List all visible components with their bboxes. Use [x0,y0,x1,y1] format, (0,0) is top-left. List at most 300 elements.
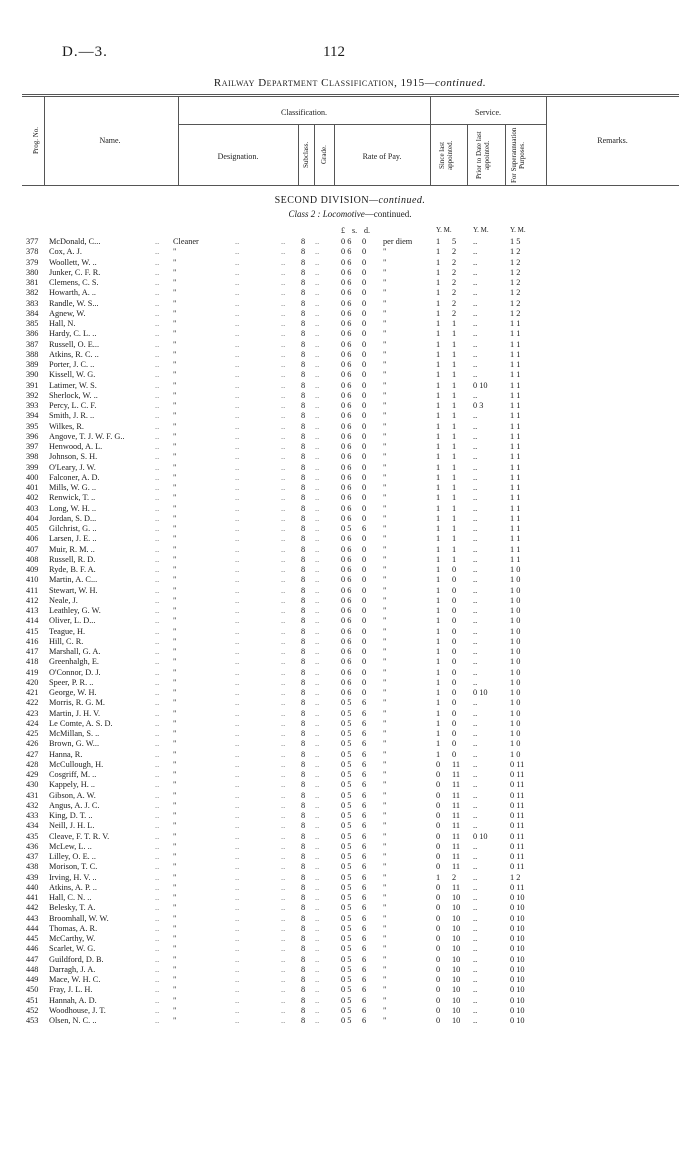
leader-dots: .. [155,872,160,882]
leader-dots: .. [235,544,240,554]
staff-name: Muir, R. M. .. [49,544,95,554]
rate-pence: 0 [362,339,367,349]
prog-number: 408 [26,554,39,564]
rate-pence: 0 [362,380,367,390]
rate-pence: 0 [362,298,367,308]
col-service: Service. [475,108,501,117]
staff-name: Hanna, R. [49,749,83,759]
leader-dots: .. [315,893,320,902]
staff-name: Kissell, W. G. [49,370,96,380]
subclass: 8 [301,360,306,369]
prior-service: .. [473,237,478,246]
since-years: 0 [436,964,441,974]
rate-period: " [383,421,387,431]
designation: " [173,247,177,257]
rate-period: " [383,298,387,308]
leader-dots: .. [155,524,160,533]
since-months: 0 [452,616,457,626]
prog-number: 398 [26,452,39,462]
rate-pence: 6 [362,831,367,841]
leader-dots: .. [281,698,286,708]
leader-dots: .. [235,626,240,636]
leader-dots: .. [155,288,160,298]
rate-pounds-shillings: 0 5 [341,1016,352,1025]
rate-period: " [383,1016,387,1025]
prior-service: .. [473,360,478,369]
rate-pence: 6 [362,903,367,913]
rate-pounds-shillings: 0 6 [341,534,352,544]
prior-service: .. [473,729,478,738]
since-years: 1 [436,360,441,369]
leader-dots: .. [315,749,320,759]
leader-dots: .. [315,780,320,790]
leader-dots: .. [315,390,320,400]
leader-dots: .. [155,370,160,380]
class-heading [0,209,700,219]
superannuation-service: 1 1 [510,472,521,482]
leader-dots: .. [315,770,320,779]
staff-name: Agnew, W. [49,308,86,318]
designation: " [173,718,177,728]
leader-dots: .. [235,975,240,984]
leader-dots: .. [281,934,286,943]
prior-service: .. [473,421,478,431]
superannuation-service: 1 1 [510,544,521,554]
since-years: 0 [436,954,441,964]
title-main: Railway Department Classification, 1915 [213,77,425,89]
leader-dots: .. [281,657,286,667]
leader-dots: .. [315,534,320,544]
leader-dots: .. [155,903,160,913]
since-months: 0 [452,575,457,585]
prior-service: .. [473,308,478,318]
leader-dots: .. [281,288,286,298]
prog-number: 399 [26,462,39,472]
designation: " [173,708,177,718]
table-row [0,575,700,585]
prog-number: 419 [26,667,39,677]
rate-pounds-shillings: 0 5 [341,944,352,954]
leader-dots: .. [281,565,286,574]
leader-dots: .. [235,390,240,400]
rate-period: " [383,975,387,984]
table-row [0,493,700,503]
table-row [0,319,700,329]
designation: " [173,790,177,800]
superannuation-service: 1 1 [510,524,521,533]
prior-service: .. [473,923,478,933]
since-years: 1 [436,493,441,503]
since-months: 1 [452,462,457,472]
rate-pounds-shillings: 0 6 [341,626,352,636]
rate-pounds-shillings: 0 6 [341,657,352,667]
leader-dots: .. [155,257,160,267]
leader-dots: .. [235,759,240,769]
staff-name: Scarlet, W. G. [49,944,96,954]
subclass: 8 [301,267,306,277]
leader-dots: .. [235,903,240,913]
subclass: 8 [301,544,306,554]
staff-name: Porter, J. C. .. [49,360,95,369]
superannuation-service: 1 1 [510,452,521,462]
subclass: 8 [301,1005,306,1015]
prior-service: .. [473,462,478,472]
leader-dots: .. [315,524,320,533]
subclass: 8 [301,923,306,933]
staff-name: Hill, C. R. [49,636,84,646]
designation: " [173,636,177,646]
since-months: 2 [452,257,457,267]
prog-number: 407 [26,544,39,554]
rate-period: " [383,431,387,441]
rate-pence: 0 [362,442,367,451]
prog-number: 438 [26,862,39,872]
designation: " [173,257,177,267]
prior-service: .. [473,934,478,943]
designation: " [173,862,177,872]
col-superannuation: For Superannuation Purposes. [510,127,526,183]
superannuation-service: 1 1 [510,411,521,421]
prog-number: 431 [26,790,39,800]
leader-dots: .. [235,534,240,544]
subclass: 8 [301,995,306,1005]
prior-service: .. [473,472,478,482]
rate-pence: 0 [362,606,367,615]
leader-dots: .. [315,288,320,298]
subclass: 8 [301,370,306,380]
leader-dots: .. [155,329,160,339]
rate-pounds-shillings: 0 6 [341,442,352,451]
leader-dots: .. [235,821,240,831]
leader-dots: .. [315,698,320,708]
rate-pounds-shillings: 0 5 [341,718,352,728]
leader-dots: .. [155,821,160,831]
leader-dots: .. [155,595,160,605]
prior-service: .. [473,667,478,677]
table-row [0,852,700,862]
staff-name: Le Comte, A. S. D. [49,718,113,728]
rate-pounds-shillings: 0 5 [341,831,352,841]
division-heading [0,195,700,206]
subclass: 8 [301,606,306,615]
superannuation-service: 0 10 [510,903,525,913]
prog-number: 428 [26,759,39,769]
since-months: 0 [452,636,457,646]
rate-pence: 0 [362,544,367,554]
staff-name: Latimer, W. S. [49,380,97,390]
leader-dots: .. [315,421,320,431]
rate-pounds-shillings: 0 6 [341,585,352,595]
leader-dots: .. [315,882,320,892]
leader-dots: .. [315,841,320,851]
subclass: 8 [301,698,306,708]
table-row [0,258,700,268]
leader-dots: .. [281,893,286,902]
prog-number: 416 [26,636,39,646]
leader-dots: .. [281,882,286,892]
since-years: 1 [436,431,441,441]
subclass: 8 [301,759,306,769]
since-years: 1 [436,442,441,451]
rate-pence: 6 [362,841,367,851]
leader-dots: .. [315,811,320,820]
leader-dots: .. [315,1005,320,1015]
table-row [0,862,700,872]
since-months: 2 [452,247,457,257]
designation: " [173,452,177,462]
leader-dots: .. [155,1005,160,1015]
designation: " [173,934,177,943]
superannuation-service: 1 1 [510,503,521,513]
designation: " [173,288,177,298]
staff-name: George, W. H. [49,688,97,697]
rate-pounds-shillings: 0 6 [341,360,352,369]
superannuation-service: 1 1 [510,534,521,544]
leader-dots: .. [235,503,240,513]
leader-dots: .. [315,944,320,954]
prior-service: .. [473,370,478,380]
since-years: 1 [436,390,441,400]
rate-pence: 0 [362,257,367,267]
superannuation-service: 1 0 [510,698,521,708]
prior-service: .. [473,349,478,359]
superannuation-service: 1 1 [510,442,521,451]
leader-dots: .. [281,237,286,246]
designation: " [173,657,177,667]
rate-period: " [383,606,387,615]
superannuation-service: 1 1 [510,370,521,380]
rate-period: " [383,575,387,585]
leader-dots: .. [281,729,286,738]
leader-dots: .. [155,319,160,328]
leader-dots: .. [155,308,160,318]
leader-dots: .. [281,493,286,503]
leader-dots: .. [235,493,240,503]
designation: " [173,872,177,882]
designation: " [173,585,177,595]
since-months: 11 [452,780,460,790]
rate-pounds-shillings: 0 5 [341,749,352,759]
since-years: 0 [436,862,441,872]
rate-period: " [383,401,387,410]
prior-service: .. [473,780,478,790]
leader-dots: .. [235,729,240,738]
since-years: 1 [436,554,441,564]
table-row [0,627,700,637]
subclass: 8 [301,954,306,964]
table-row [0,565,700,575]
since-years: 0 [436,1016,441,1025]
superannuation-service: 1 0 [510,636,521,646]
designation: " [173,893,177,902]
since-months: 1 [452,493,457,503]
unit-super: Y. M. [510,226,526,234]
rate-pounds-shillings: 0 6 [341,544,352,554]
table-row [0,985,700,995]
leader-dots: .. [281,821,286,831]
since-months: 10 [452,1005,461,1015]
staff-name: Olsen, N. C. .. [49,1016,97,1025]
rate-pounds-shillings: 0 5 [341,800,352,810]
rate-pence: 0 [362,636,367,646]
staff-name: Gilchrist, G. .. [49,524,97,533]
designation: " [173,431,177,441]
rate-pounds-shillings: 0 5 [341,852,352,861]
subclass: 8 [301,442,306,451]
since-months: 10 [452,975,461,984]
superannuation-service: 1 0 [510,647,521,656]
leader-dots: .. [155,442,160,451]
rate-period: " [383,903,387,913]
rate-pounds-shillings: 0 5 [341,913,352,923]
staff-name: Hardy, C. L. .. [49,329,97,339]
superannuation-service: 0 10 [510,923,525,933]
since-months: 10 [452,985,461,995]
rate-pence: 6 [362,923,367,933]
rate-period: " [383,360,387,369]
superannuation-service: 1 0 [510,616,521,626]
subclass: 8 [301,657,306,667]
staff-name: Gibson, A. W. [49,790,96,800]
leader-dots: .. [281,278,286,287]
table-row [0,883,700,893]
rate-period: " [383,964,387,974]
designation: " [173,380,177,390]
leader-dots: .. [155,421,160,431]
prior-service: .. [473,975,478,984]
leader-dots: .. [281,247,286,257]
since-years: 1 [436,421,441,431]
since-months: 11 [452,800,460,810]
rate-pence: 0 [362,677,367,687]
unit-pounds: £ [341,226,345,235]
since-months: 1 [452,483,457,492]
rate-period: " [383,985,387,995]
since-months: 10 [452,1016,461,1025]
rate-period: " [383,862,387,872]
staff-name: Russell, O. E... [49,339,100,349]
rate-period: " [383,319,387,328]
staff-name: O'Connor, D. J. [49,667,101,677]
table-row [0,842,700,852]
leader-dots: .. [235,739,240,749]
leader-dots: .. [235,790,240,800]
rate-period: " [383,882,387,892]
superannuation-service: 1 0 [510,729,521,738]
staff-name: Martin, J. H. V. [49,708,101,718]
leader-dots: .. [235,636,240,646]
table-row [0,606,700,616]
leader-dots: .. [315,595,320,605]
since-years: 1 [436,667,441,677]
prior-service: .. [473,718,478,728]
staff-name: Renwick, T. .. [49,493,96,503]
rate-pounds-shillings: 0 6 [341,329,352,339]
prior-service: .. [473,544,478,554]
rate-pounds-shillings: 0 6 [341,339,352,349]
leader-dots: .. [315,616,320,626]
staff-name: McCullough, H. [49,759,104,769]
subclass: 8 [301,411,306,421]
rate-period: " [383,411,387,421]
rate-period: " [383,349,387,359]
leader-dots: .. [235,985,240,995]
designation: " [173,759,177,769]
prog-number: 389 [26,360,39,369]
designation: " [173,800,177,810]
leader-dots: .. [235,524,240,533]
prior-service: .. [473,1005,478,1015]
rate-pounds-shillings: 0 6 [341,390,352,400]
rate-pence: 0 [362,462,367,472]
col-grade: Grade. [320,145,328,165]
subclass: 8 [301,421,306,431]
prog-number: 448 [26,964,39,974]
superannuation-service: 1 1 [510,349,521,359]
leader-dots: .. [315,606,320,615]
leader-dots: .. [235,401,240,410]
staff-name: Kappely, H. .. [49,780,96,790]
table-title [0,77,700,89]
rate-pence: 0 [362,513,367,523]
table-row [0,832,700,842]
rate-pounds-shillings: 0 5 [341,759,352,769]
staff-name: Oliver, L. D... [49,616,96,626]
prog-number: 422 [26,698,39,708]
designation: " [173,882,177,892]
staff-name: Angove, T. J. W. F. G.. [49,431,125,441]
leader-dots: .. [235,360,240,369]
designation: " [173,565,177,574]
staff-name: Speer, P. R. .. [49,677,94,687]
leader-dots: .. [281,339,286,349]
rate-pence: 0 [362,401,367,410]
staff-name: Greenhalgh, E. [49,657,99,667]
staff-name: Neale, J. [49,595,78,605]
leader-dots: .. [315,442,320,451]
table-row [0,340,700,350]
superannuation-service: 0 10 [510,985,525,995]
superannuation-service: 1 1 [510,554,521,564]
subclass: 8 [301,565,306,574]
since-years: 1 [436,267,441,277]
leader-dots: .. [281,770,286,779]
prior-service: .. [473,739,478,749]
table-row [0,555,700,565]
leader-dots: .. [155,811,160,820]
staff-name: Cleave, F. T. R. V. [49,831,110,841]
prior-service: .. [473,390,478,400]
designation: " [173,944,177,954]
prog-number: 411 [26,585,39,595]
designation: " [173,647,177,656]
staff-name: Fray, J. L. H. [49,985,93,995]
subclass: 8 [301,934,306,943]
superannuation-service: 1 5 [510,237,521,246]
superannuation-service: 0 11 [510,821,525,831]
leader-dots: .. [155,831,160,841]
rate-pence: 0 [362,565,367,574]
prior-service: .. [473,862,478,872]
leader-dots: .. [235,893,240,902]
superannuation-service: 1 1 [510,319,521,328]
leader-dots: .. [315,923,320,933]
subclass: 8 [301,554,306,564]
since-months: 2 [452,298,457,308]
prior-service: .. [473,882,478,892]
rate-period: " [383,718,387,728]
rate-pounds-shillings: 0 6 [341,278,352,287]
